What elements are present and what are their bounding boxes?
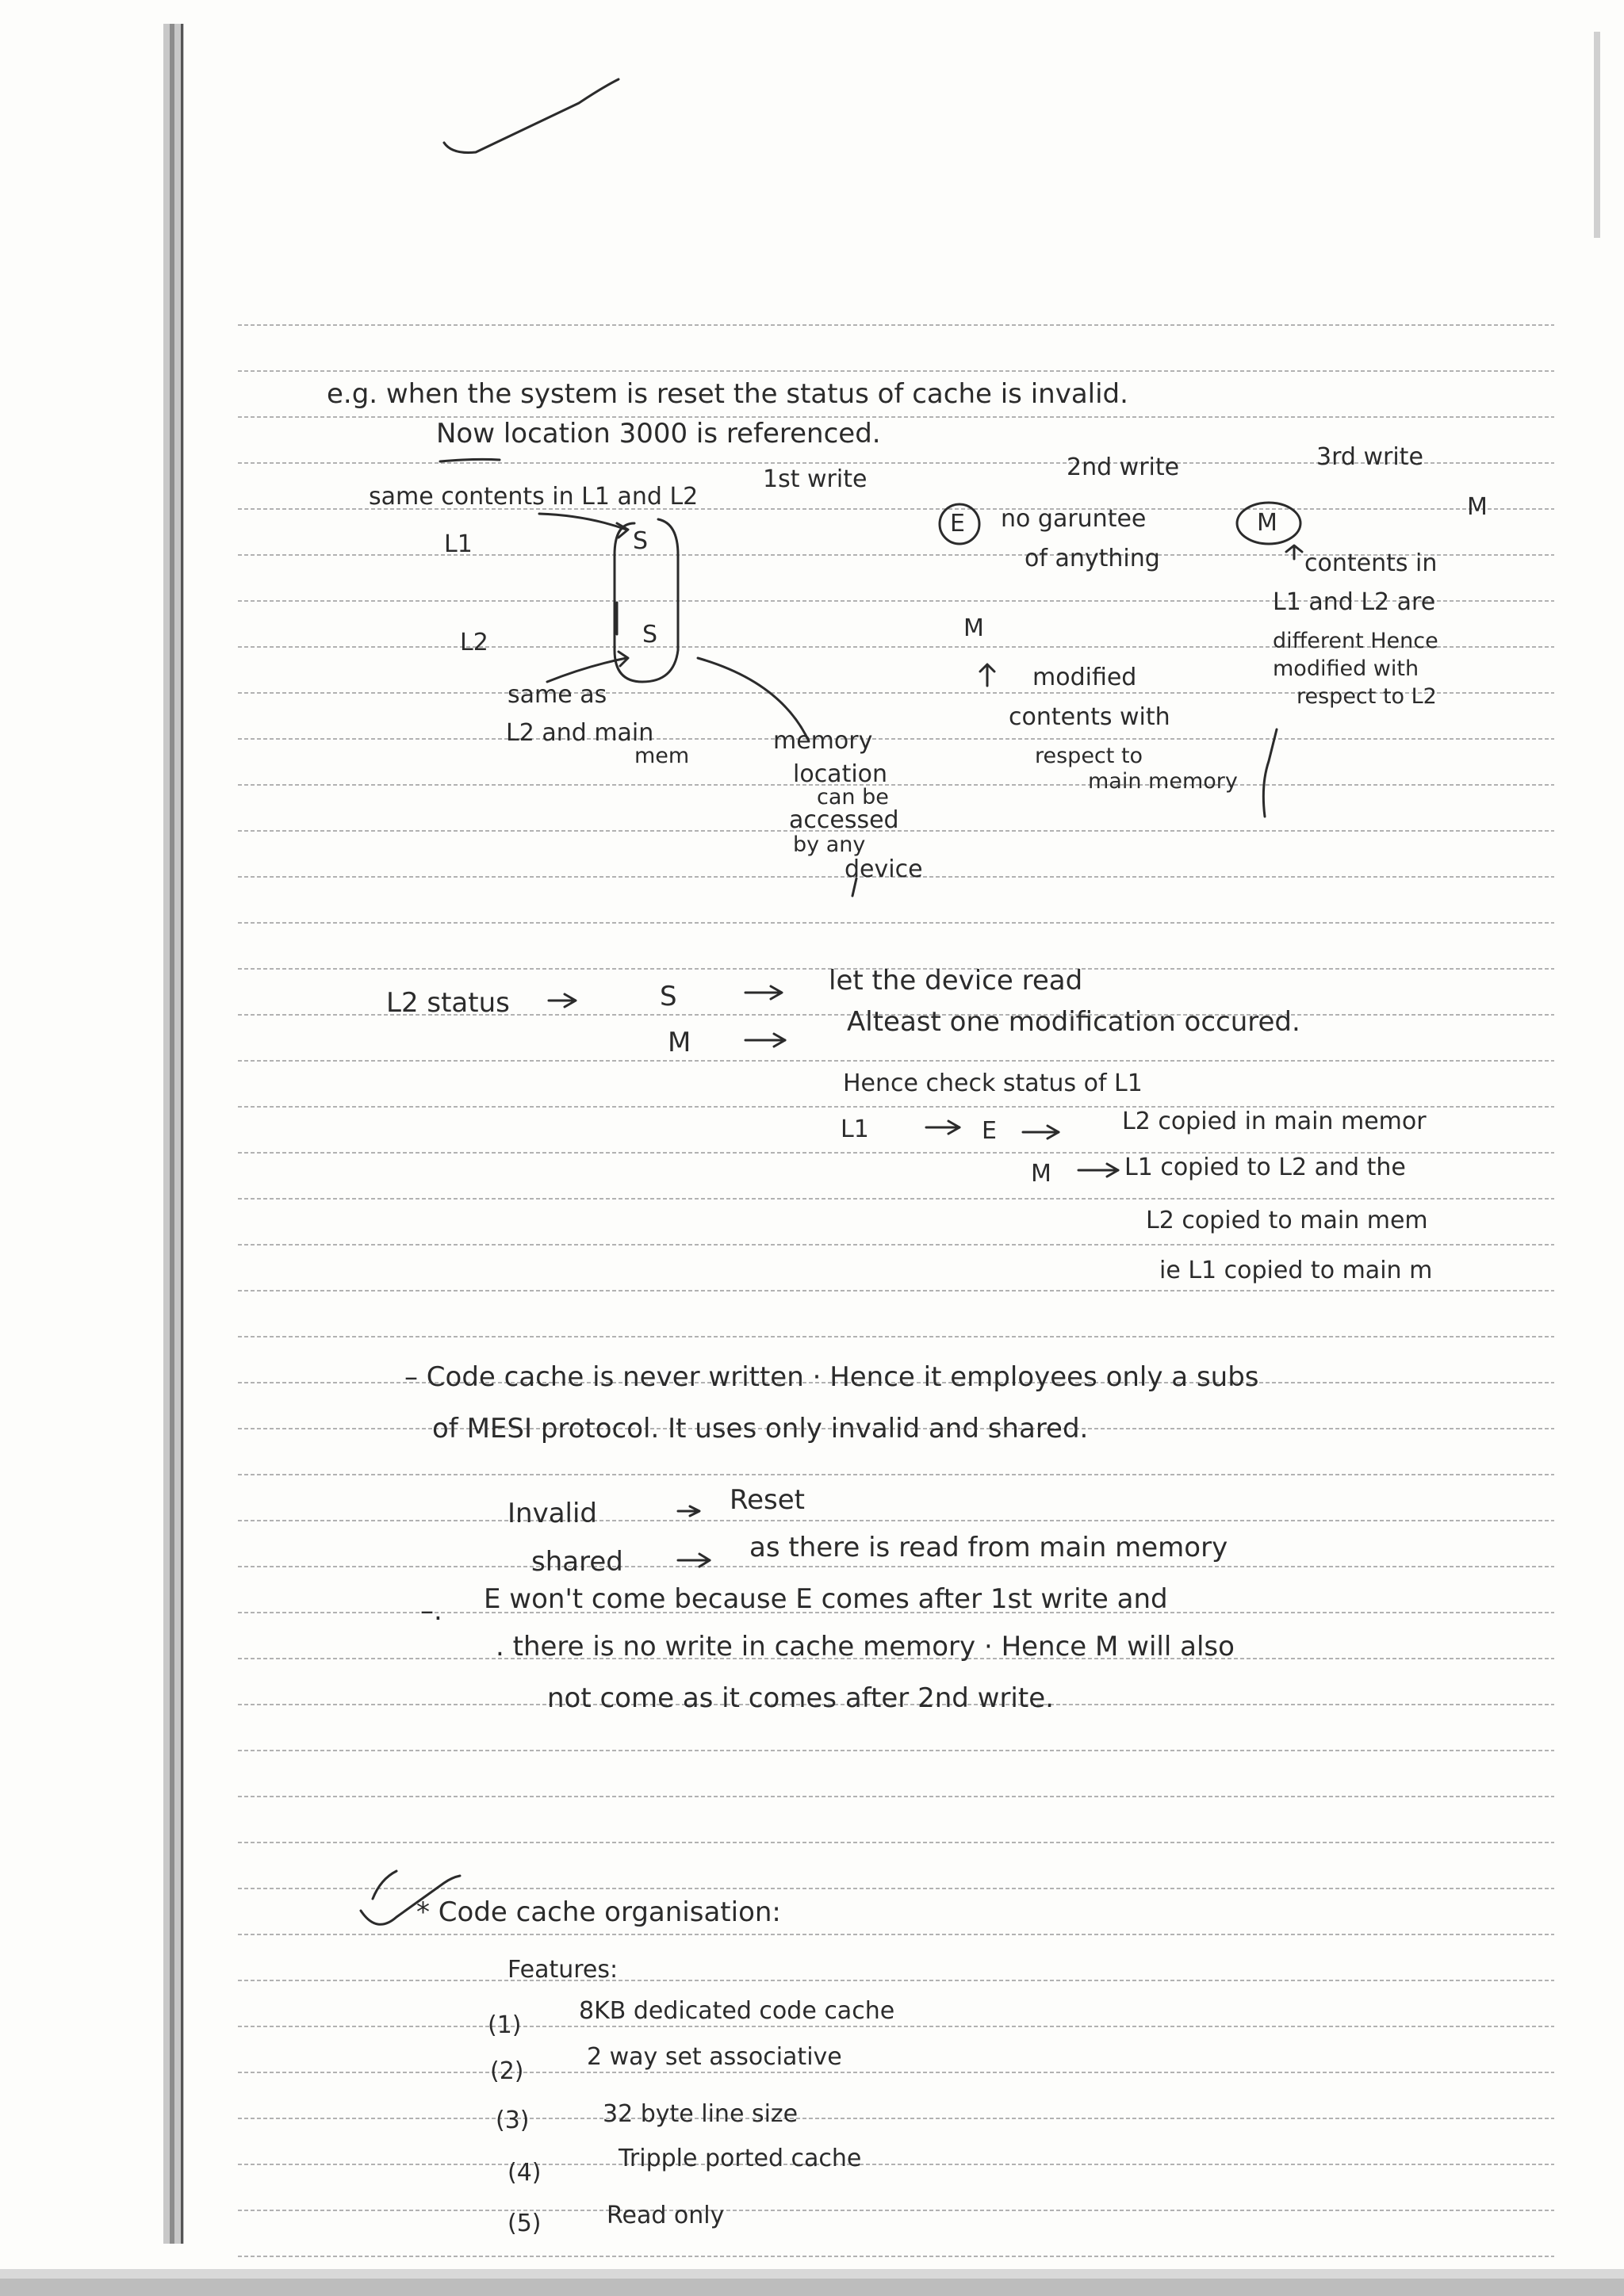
status-m: M bbox=[668, 1027, 691, 1058]
feature-1-num: (1) bbox=[488, 2011, 522, 2039]
status-l1: L1 bbox=[841, 1115, 869, 1143]
e-wont-dash: –. bbox=[420, 1595, 442, 1627]
contents-in-label: contents in bbox=[1304, 549, 1438, 577]
organisation-heading: * Code cache organisation: bbox=[416, 1896, 781, 1928]
m-state-third: M bbox=[1467, 493, 1488, 521]
third-write-label: 3rd write bbox=[1316, 443, 1423, 471]
e-wont-come: E won't come because E comes after 1st write and bbox=[484, 1583, 1168, 1615]
status-s: S bbox=[660, 981, 677, 1012]
feature-5-num: (5) bbox=[508, 2210, 542, 2237]
respect-to-label: respect to bbox=[1035, 744, 1143, 768]
example-line-1: e.g. when the system is reset the status of cache is invalid. bbox=[327, 378, 1128, 410]
accessed-label: accessed bbox=[789, 806, 899, 834]
let-device-read: let the device read bbox=[829, 965, 1083, 997]
code-cache-line-2: of MESI protocol. It uses only invalid and shared. bbox=[432, 1413, 1089, 1445]
l1-row-label: L1 bbox=[444, 530, 473, 558]
l2-row-label: L2 bbox=[460, 629, 488, 656]
modified-label: modified bbox=[1032, 664, 1137, 691]
same-as-label: same as bbox=[508, 681, 607, 709]
l2-status-label: L2 status bbox=[386, 987, 510, 1019]
first-write-label: 1st write bbox=[763, 465, 868, 493]
status-e: E bbox=[982, 1117, 997, 1145]
ie-l1-copied: ie L1 copied to main m bbox=[1159, 1257, 1433, 1284]
can-be-label: can be bbox=[817, 785, 889, 809]
shared-label: shared bbox=[531, 1546, 623, 1578]
same-contents-label: same contents in L1 and L2 bbox=[369, 483, 699, 511]
e-state-circled: E bbox=[950, 510, 965, 538]
contents-with-label: contents with bbox=[1009, 703, 1170, 731]
feature-1-text: 8KB dedicated code cache bbox=[579, 1997, 895, 2025]
example-line-2: Now location 3000 is referenced. bbox=[436, 418, 881, 450]
reset-label: Reset bbox=[730, 1484, 805, 1516]
feature-5-text: Read only bbox=[607, 2202, 725, 2229]
location-label: location bbox=[793, 760, 888, 788]
code-cache-line-1: – Code cache is never written · Hence it employees only a subs bbox=[404, 1361, 1259, 1393]
features-label: Features: bbox=[508, 1956, 619, 1984]
l2-copied-main: L2 copied in main memor bbox=[1122, 1108, 1427, 1135]
memory-label: memory bbox=[773, 727, 873, 755]
modified-with-label: modified with bbox=[1273, 656, 1419, 681]
m-state-circled: M bbox=[1257, 509, 1277, 537]
different-hence-label: different Hence bbox=[1273, 629, 1438, 653]
feature-4-num: (4) bbox=[508, 2159, 542, 2187]
feature-3-num: (3) bbox=[496, 2107, 530, 2134]
invalid-label: Invalid bbox=[508, 1498, 598, 1529]
main-memory-label: main memory bbox=[1088, 769, 1238, 794]
device-label: device bbox=[845, 855, 923, 883]
hence-check-status: Hence check status of L1 bbox=[843, 1070, 1143, 1097]
respect-to-l2-label: respect to L2 bbox=[1297, 684, 1437, 709]
no-guarantee-label: no garuntee bbox=[1001, 505, 1147, 533]
status-m2: M bbox=[1031, 1160, 1051, 1188]
m-state-l2: M bbox=[963, 614, 984, 642]
mem-label: mem bbox=[634, 744, 690, 768]
l1-l2-are-label: L1 and L2 are bbox=[1273, 588, 1436, 616]
feature-4-text: Tripple ported cache bbox=[619, 2145, 862, 2172]
l2-state-s: S bbox=[642, 621, 658, 649]
not-come-line: not come as it comes after 2nd write. bbox=[547, 1682, 1054, 1714]
no-write-line: . there is no write in cache memory · Hence M will also bbox=[496, 1631, 1235, 1663]
of-anything-label: of anything bbox=[1025, 545, 1160, 572]
atleast-one-modification: Alteast one modification occured. bbox=[847, 1006, 1300, 1038]
second-write-label: 2nd write bbox=[1067, 453, 1180, 481]
feature-2-text: 2 way set associative bbox=[587, 2043, 842, 2071]
by-any-label: by any bbox=[793, 832, 866, 857]
feature-2-num: (2) bbox=[490, 2057, 524, 2085]
feature-3-text: 32 byte line size bbox=[603, 2100, 799, 2128]
l2-and-main-label: L2 and main bbox=[506, 719, 654, 747]
l1-state-s: S bbox=[633, 527, 649, 555]
shared-desc: as there is read from main memory bbox=[749, 1532, 1228, 1563]
l1-copied-l2: L1 copied to L2 and the bbox=[1124, 1154, 1406, 1181]
l2-copied-mem: L2 copied to main mem bbox=[1146, 1207, 1428, 1234]
